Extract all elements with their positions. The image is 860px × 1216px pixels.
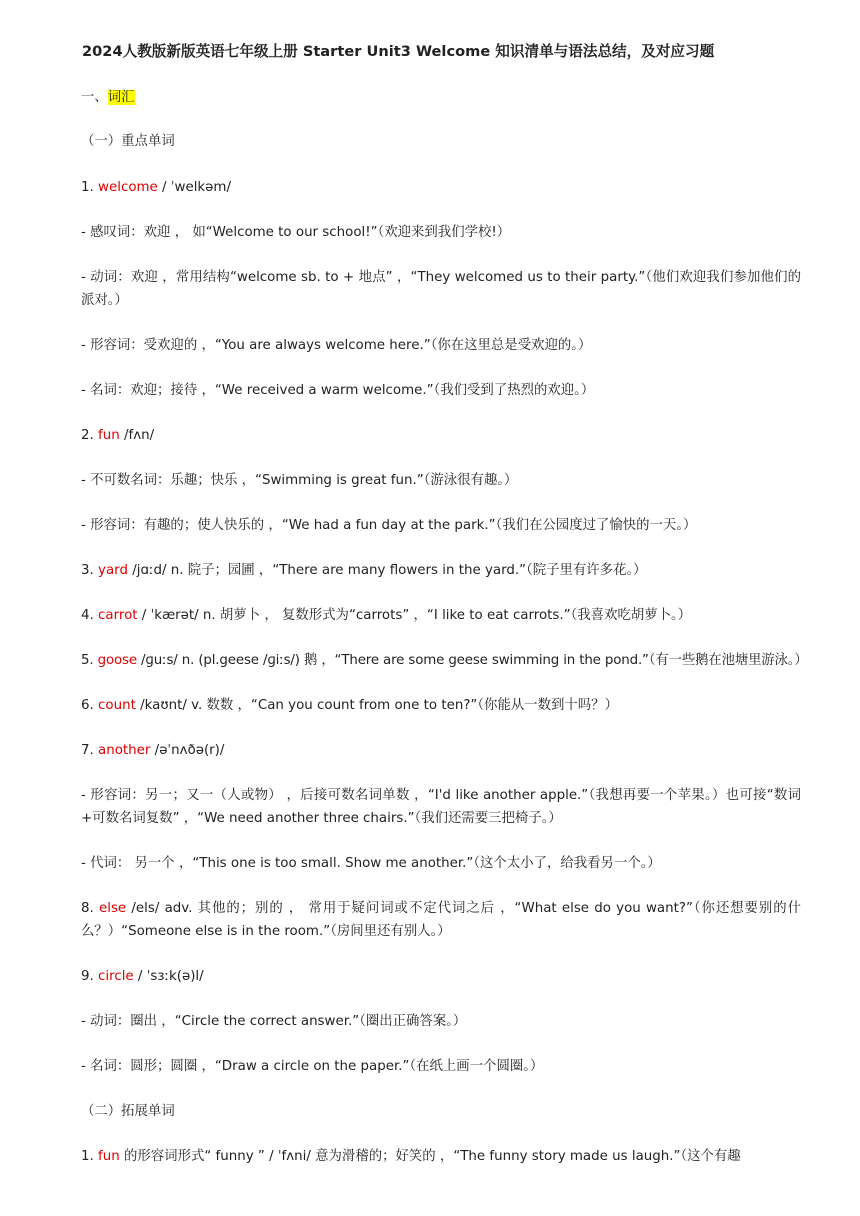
entry-welcome <box>81 177 801 199</box>
entry-yard <box>81 560 801 582</box>
subsection-key-words: （一）重点单词 <box>81 134 175 149</box>
entry-number: 7. <box>81 743 94 758</box>
keyword: fun <box>98 1149 120 1164</box>
entry-another <box>81 740 801 762</box>
keyword: count <box>98 698 136 713</box>
entry-text: / ˈkærət/ n. 胡萝卜 ， 复数形式为“carrots” ，“I like to eat carrots.”（我喜欢吃胡萝卜。） <box>137 608 692 623</box>
entry-circle <box>81 966 801 988</box>
entry-text: 的形容词形式“ funny ” / ˈfʌni/ 意为滑稽的；好笑的 ，“The funny story made us laugh.”（这个有趣 <box>119 1149 741 1164</box>
sense-line: - 形容词：另一；又一（人或物） ，后接可数名词单数 ，“I'd like another apple.”（我想再要一个苹果。）也可接“数词+可数名词复数” ，“We need another three chairs.”（我们还需要三把椅子。） <box>81 788 801 826</box>
entry-text: /ɡuːs/ n. (pl.geese /ɡiːs/) 鹅 ，“There are some geese swimming in the pond.”（有一些鹅在池塘里游泳。） <box>136 653 808 668</box>
document-title: 2024人教版新版英语七年级上册 Starter Unit3 Welcome 知识清单与语法总结，及对应习题 <box>82 43 715 60</box>
sense-line: - 形容词：受欢迎的 ，“You are always welcome here.”（你在这里总是受欢迎的。） <box>81 338 592 353</box>
entry-number: 4. <box>81 608 94 623</box>
entry-text: / ˈsɜːk(ə)l/ <box>133 969 204 984</box>
keyword: another <box>98 743 151 758</box>
subsection-extended-words: （二）拓展单词 <box>81 1104 175 1119</box>
keyword: yard <box>98 563 128 578</box>
entry-number: 8. <box>81 901 94 916</box>
sense-line: - 不可数名词：乐趣；快乐 ，“Swimming is great fun.”（游泳很有趣。） <box>81 473 518 488</box>
keyword: circle <box>98 969 134 984</box>
keyword: carrot <box>98 608 138 623</box>
section-label-highlighted: 词汇 <box>107 90 135 105</box>
sense-line: - 动词：欢迎 ，常用结构“welcome sb. to + 地点” ，“They welcomed us to their party.”（他们欢迎我们参加他们的派对。） <box>81 270 801 308</box>
entry-goose <box>81 650 808 672</box>
keyword: fun <box>98 428 120 443</box>
keyword: welcome <box>98 180 158 195</box>
entry-number: 2. <box>81 428 94 443</box>
entry-text: /jɑːd/ n. 院子；园圃 ，“There are many flowers in the yard.”（院子里有许多花。） <box>127 563 647 578</box>
entry-carrot <box>81 605 801 627</box>
sense-line: - 名词：圆形；圆圈 ，“Draw a circle on the paper.”（在纸上画一个圆圈。） <box>81 1059 544 1074</box>
entry-text: /fʌn/ <box>119 428 155 443</box>
sense-line: - 感叹词：欢迎 ， 如“Welcome to our school!”（欢迎来到我们学校!） <box>81 225 511 240</box>
entry-number: 5. <box>81 653 94 668</box>
sense-line: - 形容词：有趣的；使人快乐的 ，“We had a fun day at the park.”（我们在公园度过了愉快的一天。） <box>81 518 697 533</box>
entry-fun <box>81 425 801 447</box>
entry-else <box>81 898 801 943</box>
sense-line: - 动词：圈出 ，“Circle the correct answer.”（圈出正确答案。） <box>81 1014 467 1029</box>
entry-number: 1. <box>81 1149 94 1164</box>
keyword: else <box>99 901 127 916</box>
section-heading-vocabulary <box>81 87 801 109</box>
keyword: goose <box>97 653 137 668</box>
entry-funny <box>81 1146 801 1168</box>
entry-number: 6. <box>81 698 94 713</box>
entry-number: 1. <box>81 180 94 195</box>
sense-line: - 代词： 另一个 ，“This one is too small. Show me another.”（这个太小了，给我看另一个。） <box>81 856 661 871</box>
entry-text: / ˈwelkəm/ <box>157 180 231 195</box>
entry-count <box>81 695 801 717</box>
entry-number: 9. <box>81 969 94 984</box>
entry-text: /kaʊnt/ v. 数数 ，“Can you count from one to ten?”（你能从一数到十吗？） <box>135 698 618 713</box>
sense-line: - 名词：欢迎；接待 ，“We received a warm welcome.”（我们受到了热烈的欢迎。） <box>81 383 595 398</box>
entry-text: /els/ adv. 其他的；别的 ， 常用于疑问词或不定代词之后 ，“What else do you want?”（你还想要别的什么？）“Someone else is in the room.”（房间里还有别人。） <box>81 901 801 939</box>
entry-number: 3. <box>81 563 94 578</box>
section-number: 一、 <box>81 90 108 105</box>
entry-text: /əˈnʌðə(r)/ <box>150 743 225 758</box>
